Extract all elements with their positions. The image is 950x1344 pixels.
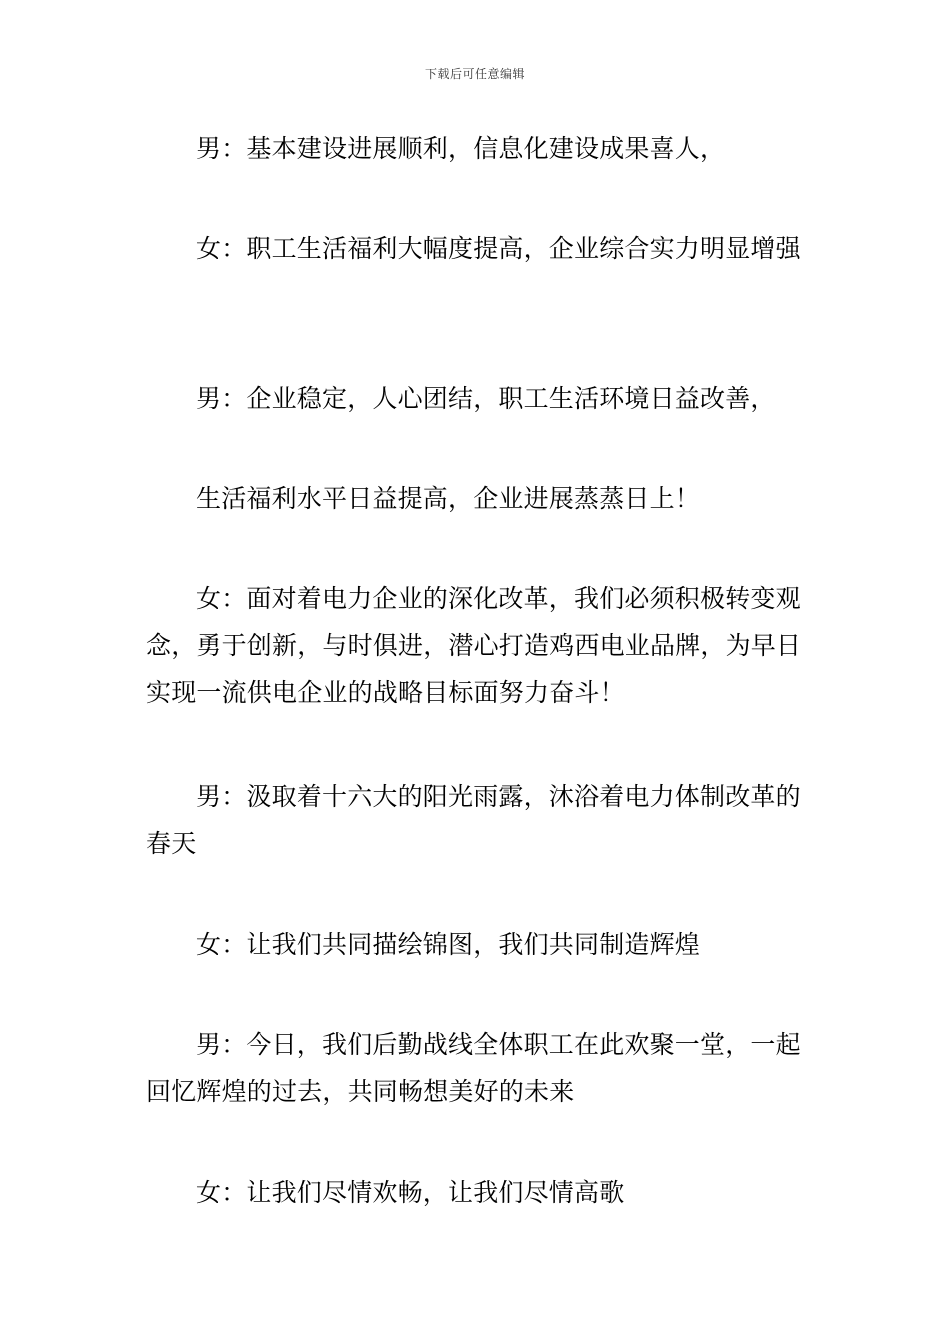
script-paragraph-1: 男：基本建设进展顺利，信息化建设成果喜人，	[196, 134, 726, 163]
script-paragraph-6: 男：汲取着十六大的阳光雨露，沐浴着电力体制改革的春天	[146, 782, 801, 858]
script-paragraph-8: 男：今日，我们后勤战线全体职工在此欢聚一堂，一起回忆辉煌的过去，共同畅想美好的未来	[146, 1030, 801, 1106]
script-paragraph-7: 女：让我们共同描绘锦图，我们共同制造辉煌	[196, 930, 701, 959]
script-paragraph-4: 生活福利水平日益提高，企业进展蒸蒸日上！	[196, 484, 701, 513]
script-paragraph-5: 女：面对着电力企业的深化改革，我们必须积极转变观念，勇于创新，与时俱进，潜心打造鸡西电业品牌，为早日实现一流供电企业的战略目标面努力奋斗！	[146, 584, 802, 707]
header-note: 下载后可任意编辑	[424, 67, 525, 81]
script-paragraph-9: 女：让我们尽情欢畅，让我们尽情高歌	[196, 1178, 625, 1207]
script-paragraph-3: 男：企业稳定，人心团结，职工生活环境日益改善，	[196, 384, 776, 413]
script-paragraph-2: 女：职工生活福利大幅度提高，企业综合实力明显增强	[196, 234, 801, 263]
